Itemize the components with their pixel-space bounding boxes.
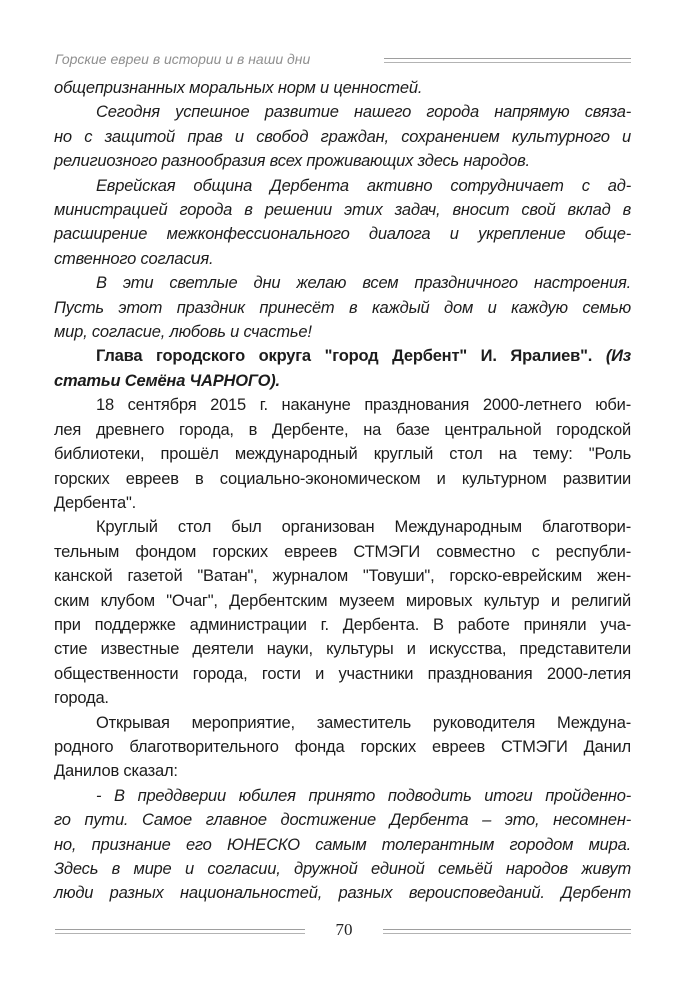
page-footer bbox=[0, 915, 683, 955]
text-segment: горских евреев в социально-экономическом и культурном развитии bbox=[54, 469, 631, 488]
text-line bbox=[54, 857, 631, 881]
text-line bbox=[54, 637, 631, 661]
text-segment: Сегодня успешное развитие нашего города напрямую связа- bbox=[96, 103, 631, 122]
text-segment: канской газетой "Ватан", журналом "Товуши", горско-еврейским жен- bbox=[54, 567, 631, 586]
text-segment: (Из bbox=[605, 347, 631, 366]
text-segment: ственного согласия. bbox=[54, 249, 214, 268]
text-line bbox=[54, 589, 631, 613]
text-segment: Данилов сказал: bbox=[54, 762, 178, 781]
text-line bbox=[54, 418, 631, 442]
text-segment: министрацией города в решении этих задач, вносит свой вклад в bbox=[54, 201, 631, 220]
text-line bbox=[54, 735, 631, 759]
text-segment: города. bbox=[54, 689, 109, 708]
text-segment: но, признание его ЮНЕСКО самым толерантным городом мира. bbox=[54, 835, 631, 854]
paragraph bbox=[54, 344, 631, 393]
text-line bbox=[54, 222, 631, 246]
text-segment: статьи Семёна ЧАРНОГО). bbox=[54, 371, 280, 390]
text-segment: религиозного разнообразия всех проживающих здесь народов. bbox=[54, 152, 530, 171]
text-line bbox=[54, 76, 631, 100]
text-line bbox=[54, 662, 631, 686]
text-segment: Здесь в мире и согласии, дружной единой семьёй народов живут bbox=[54, 860, 631, 878]
text-segment: стие известные деятели науки, культуры и искусства, представители bbox=[54, 640, 631, 659]
page-header bbox=[0, 0, 683, 70]
text-line bbox=[54, 320, 631, 344]
text-segment: тельным фондом горских евреев СТМЭГИ совместно с республи- bbox=[54, 542, 631, 561]
paragraph bbox=[54, 711, 631, 784]
text-line bbox=[54, 515, 631, 539]
body-text bbox=[54, 76, 631, 906]
paragraph bbox=[54, 174, 631, 272]
text-segment: мир, согласие, любовь и счастье! bbox=[54, 323, 312, 342]
footer-rule-right bbox=[383, 929, 631, 934]
paragraph bbox=[54, 100, 631, 173]
text-segment: Глава городского округа "город Дербент" И. Яралиев". bbox=[96, 347, 606, 366]
text-line bbox=[54, 564, 631, 588]
paragraph bbox=[54, 271, 631, 344]
text-segment: родного благотворительного фонда горских евреев СТМЭГИ Данил bbox=[54, 737, 631, 756]
text-line bbox=[54, 174, 631, 198]
text-segment: Круглый стол был организован Международным благотвори- bbox=[96, 518, 631, 537]
text-line bbox=[54, 393, 631, 417]
text-line bbox=[54, 881, 631, 905]
text-segment: Еврейская община Дербента активно сотрудничает с ад- bbox=[96, 176, 631, 195]
running-title: Горские евреи в истории и в наши дни bbox=[55, 51, 311, 67]
text-segment: го пути. Самое главное достижение Дербента – это, несомнен- bbox=[54, 811, 631, 830]
text-line bbox=[54, 613, 631, 637]
paragraph bbox=[54, 515, 631, 710]
text-segment: при поддержке администрации г. Дербента. В работе приняли уча- bbox=[54, 615, 631, 634]
text-line bbox=[54, 833, 631, 857]
text-segment: расширение межконфессионального диалога и укрепление обще- bbox=[54, 225, 631, 244]
text-line bbox=[54, 442, 631, 466]
text-line bbox=[54, 711, 631, 735]
page-number: 70 bbox=[335, 920, 353, 939]
text-segment: но с защитой прав и свобод граждан, сохранением культурного и bbox=[54, 127, 631, 146]
text-segment: 18 сентября 2015 г. накануне празднования 2000-летнего юби- bbox=[96, 396, 631, 415]
text-line bbox=[54, 808, 631, 832]
text-line bbox=[54, 100, 631, 124]
text-line bbox=[54, 198, 631, 222]
text-segment: люди разных национальностей, разных вероисповеданий. Дербент bbox=[54, 884, 631, 903]
text-line bbox=[54, 296, 631, 320]
text-segment: В эти светлые дни желаю всем праздничного настроения. bbox=[96, 274, 631, 293]
text-segment: Дербента". bbox=[54, 493, 137, 512]
text-segment: общественности города, гости и участники празднования 2000-летия bbox=[54, 664, 631, 683]
text-line bbox=[54, 149, 631, 173]
text-line bbox=[54, 125, 631, 149]
text-line bbox=[54, 271, 631, 295]
text-segment: лея древнего города, в Дербенте, на базе центральной городской bbox=[54, 420, 631, 439]
text-segment: общепризнанных моральных норм и ценностей. bbox=[54, 79, 423, 97]
text-line bbox=[54, 467, 631, 491]
text-segment: Пусть этот праздник принесёт в каждый дом и каждую семью bbox=[54, 298, 631, 317]
paragraph bbox=[54, 784, 631, 906]
text-segment: ским клубом "Очаг", Дербентским музеем мировых культур и религий bbox=[54, 591, 631, 610]
text-line bbox=[54, 369, 631, 393]
text-segment: Открывая мероприятие, заместитель руководителя Междуна- bbox=[96, 713, 631, 732]
header-rule bbox=[384, 58, 631, 63]
text-line bbox=[54, 540, 631, 564]
paragraph bbox=[54, 76, 631, 100]
text-segment: библиотеки, прошёл международный круглый стол на тему: "Роль bbox=[54, 445, 631, 464]
text-line bbox=[54, 784, 631, 808]
paragraph bbox=[54, 393, 631, 515]
text-line bbox=[54, 759, 631, 783]
text-line bbox=[54, 686, 631, 710]
footer-rule-left bbox=[55, 929, 305, 934]
text-segment: - В преддверии юбилея принято подводить итоги пройденно- bbox=[96, 786, 631, 805]
text-line bbox=[54, 247, 631, 271]
text-line bbox=[54, 344, 631, 368]
text-line bbox=[54, 491, 631, 515]
